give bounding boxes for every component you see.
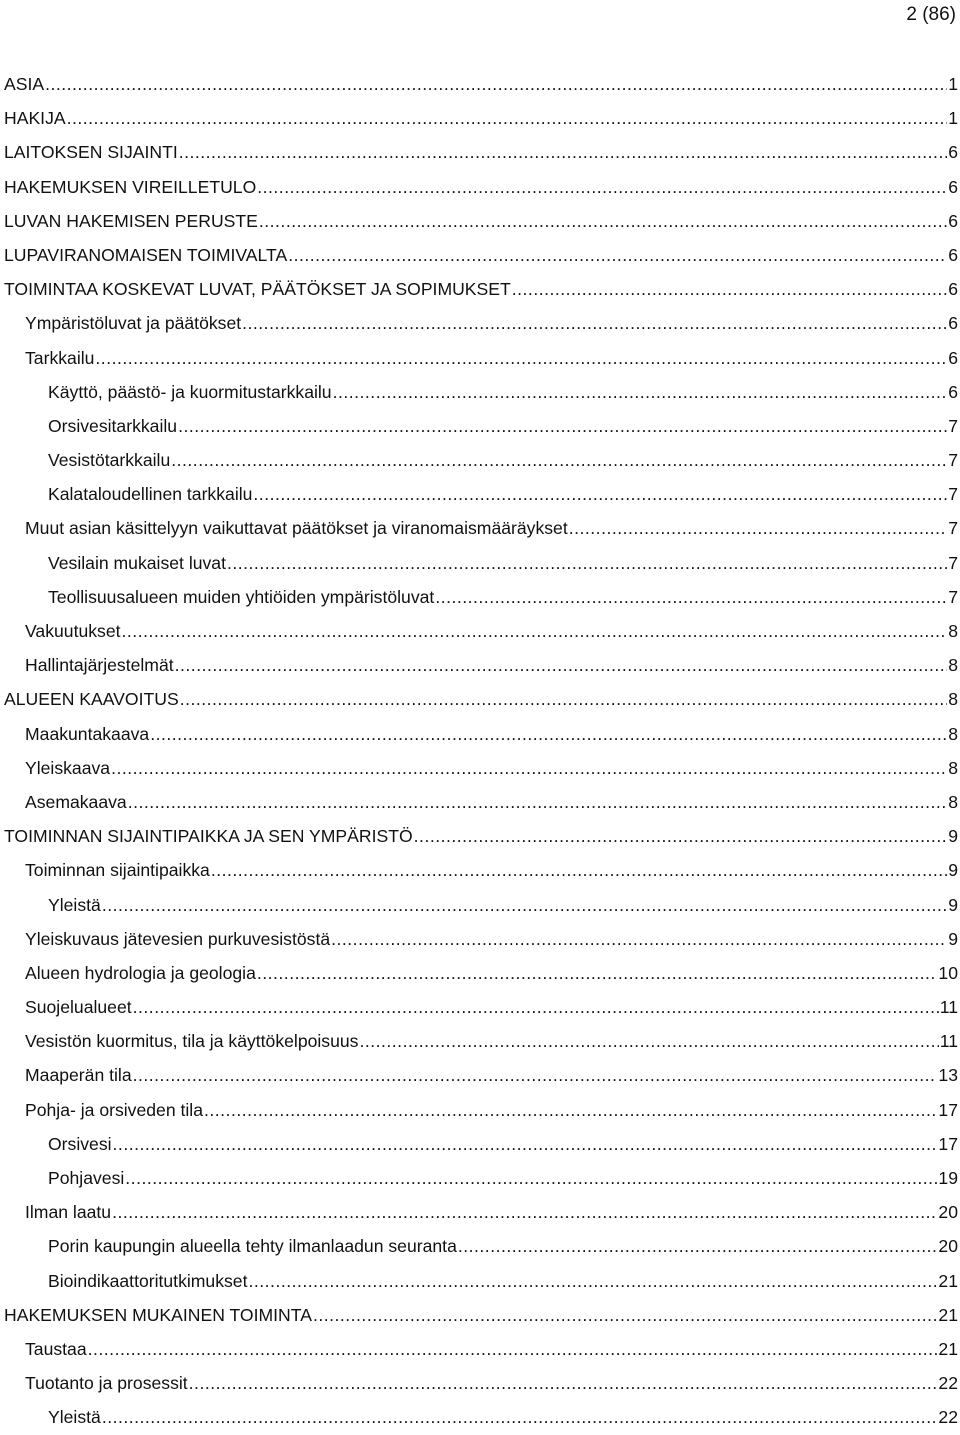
toc-entry-page: 7 [948, 450, 958, 471]
dot-leader [95, 341, 947, 375]
toc-entry-page: 17 [938, 1099, 958, 1120]
toc-entry-title: Pohja- ja orsiveden tila [25, 1099, 203, 1120]
dot-leader [67, 101, 948, 135]
dot-leader [189, 1366, 938, 1400]
toc-entry-page: 10 [938, 962, 958, 983]
toc-entry-title: Ympäristöluvat ja päätökset [25, 313, 242, 334]
dot-leader [211, 853, 947, 887]
toc-entry-title: Orsivesitarkkailu [48, 415, 178, 436]
toc-entry[interactable] [4, 888, 958, 922]
toc-entry[interactable] [4, 614, 958, 648]
toc-entry[interactable] [4, 1332, 958, 1366]
toc-entry[interactable] [4, 853, 958, 887]
dot-leader [435, 580, 947, 614]
dot-leader [288, 238, 947, 272]
toc-entry-page: 6 [948, 142, 958, 163]
dot-leader [242, 306, 947, 340]
dot-leader [113, 1127, 938, 1161]
toc-entry-page: 21 [938, 1304, 958, 1325]
toc-entry-title: ALUEEN KAAVOITUS [4, 689, 179, 710]
dot-leader [204, 1093, 937, 1127]
toc-entry-page: 9 [948, 860, 958, 881]
toc-entry[interactable] [4, 956, 958, 990]
dot-leader [569, 511, 947, 545]
dot-leader [253, 477, 947, 511]
toc-entry-page: 19 [938, 1168, 958, 1188]
toc-entry[interactable] [4, 443, 958, 477]
dot-leader [313, 1298, 937, 1332]
dot-leader [45, 67, 947, 101]
toc-entry-title: Muut asian käsittelyyn vaikuttavat päätökset ja viranomaismääräykset [25, 518, 568, 539]
toc-entry[interactable] [4, 409, 958, 443]
toc-entry[interactable] [4, 238, 958, 272]
toc-entry-page: 17 [938, 1133, 958, 1154]
toc-entry[interactable] [4, 580, 958, 614]
page-number: 2 (86) [906, 4, 956, 25]
toc-entry-title: Vakuutukset [25, 621, 121, 641]
toc-entry[interactable] [4, 1298, 958, 1332]
dot-leader [257, 170, 947, 204]
dot-leader [175, 648, 948, 682]
toc-entry-page: 6 [948, 381, 958, 402]
dot-leader [178, 409, 947, 443]
dot-leader [150, 717, 947, 751]
toc-entry-page: 1 [948, 108, 958, 129]
toc-entry-page: 7 [948, 518, 958, 539]
toc-entry[interactable] [4, 375, 958, 409]
toc-entry[interactable] [4, 1195, 958, 1229]
toc-entry[interactable] [4, 1264, 958, 1298]
toc-entry-page: 6 [948, 244, 958, 265]
toc-entry-page: 6 [948, 176, 958, 197]
toc-entry[interactable] [4, 1093, 958, 1127]
toc-entry[interactable] [4, 751, 958, 785]
toc-entry[interactable] [4, 477, 958, 511]
toc-entry-title: Bioindikaattoritutkimukset [48, 1270, 248, 1291]
toc-entry[interactable] [4, 990, 958, 1024]
dot-leader [414, 819, 948, 853]
toc-entry-page: 8 [948, 621, 958, 641]
toc-entry-title: LUVAN HAKEMISEN PERUSTE [4, 210, 258, 231]
toc-entry-title: Yleistä [48, 1407, 101, 1428]
toc-entry-page: 7 [948, 415, 958, 436]
dot-leader [180, 682, 948, 716]
toc-entry-page: 9 [948, 826, 958, 847]
toc-entry[interactable] [4, 511, 958, 545]
toc-entry-title: Alueen hydrologia ja geologia [25, 962, 256, 983]
dot-leader [133, 990, 939, 1024]
toc-entry[interactable] [4, 101, 958, 135]
toc-entry-page: 22 [938, 1373, 958, 1394]
dot-leader [102, 1400, 938, 1434]
dot-leader [512, 272, 947, 306]
toc-entry-page: 9 [948, 894, 958, 915]
toc-entry-title: Vesistötarkkailu [48, 450, 171, 471]
toc-entry[interactable] [4, 648, 958, 682]
toc-entry-page: 1 [948, 74, 958, 94]
toc-entry[interactable] [4, 785, 958, 819]
table-of-contents [4, 67, 958, 1435]
toc-entry[interactable] [4, 1161, 958, 1195]
toc-entry-title: TOIMINNAN SIJAINTIPAIKKA JA SEN YMPÄRISTÖ [4, 826, 413, 847]
toc-entry-page: 20 [938, 1236, 958, 1257]
toc-entry-page: 8 [948, 689, 958, 710]
toc-entry-page: 8 [948, 791, 958, 812]
toc-entry-page: 7 [948, 484, 958, 505]
toc-entry[interactable] [4, 717, 958, 751]
toc-entry-page: 6 [948, 210, 958, 231]
toc-entry-title: ASIA [4, 74, 45, 94]
toc-entry-title: Toiminnan sijaintipaikka [25, 860, 210, 881]
toc-entry[interactable] [4, 272, 958, 306]
toc-entry-page: 21 [938, 1270, 958, 1291]
toc-entry[interactable] [4, 341, 958, 375]
toc-entry-title: HAKIJA [4, 108, 66, 129]
dot-leader [257, 956, 938, 990]
toc-entry-page: 8 [948, 757, 958, 778]
toc-entry-page: 6 [948, 313, 958, 334]
toc-entry-title: HAKEMUKSEN VIREILLETULO [4, 176, 257, 197]
toc-entry[interactable] [4, 1229, 958, 1263]
dot-leader [125, 1161, 937, 1195]
toc-entry-page: 21 [938, 1338, 958, 1359]
toc-entry-title: Kalataloudellinen tarkkailu [48, 484, 253, 505]
toc-entry-page: 9 [948, 928, 958, 949]
toc-entry-title: Ilman laatu [25, 1202, 112, 1223]
toc-entry-page: 22 [938, 1407, 958, 1428]
toc-entry-page: 7 [948, 552, 958, 573]
dot-leader [88, 1332, 938, 1366]
toc-entry[interactable] [4, 922, 958, 956]
dot-leader [179, 135, 947, 169]
toc-entry[interactable] [4, 682, 958, 716]
toc-entry[interactable] [4, 1127, 958, 1161]
toc-entry-title: TOIMINTAA KOSKEVAT LUVAT, PÄÄTÖKSET JA SOPIMUKSET [4, 279, 511, 300]
toc-entry-page: 7 [948, 586, 958, 607]
dot-leader [458, 1229, 938, 1263]
toc-entry[interactable] [4, 1400, 958, 1434]
toc-entry-title: Porin kaupungin alueella tehty ilmanlaadun seuranta [48, 1236, 457, 1257]
toc-entry-title: Suojelualueet [25, 997, 132, 1018]
toc-entry[interactable] [4, 170, 958, 204]
toc-entry-page: 6 [948, 279, 958, 300]
toc-entry-title: LUPAVIRANOMAISEN TOIMIVALTA [4, 244, 288, 265]
toc-entry[interactable] [4, 1024, 958, 1058]
dot-leader [102, 888, 947, 922]
dot-leader [259, 204, 947, 238]
dot-leader [227, 546, 947, 580]
toc-entry[interactable] [4, 546, 958, 580]
toc-entry-title: Maakuntakaava [25, 723, 150, 744]
toc-entry[interactable] [4, 1366, 958, 1400]
dot-leader [112, 1195, 937, 1229]
toc-entry-title: Asemakaava [25, 791, 127, 812]
toc-entry-title: Tuotanto ja prosessit [25, 1373, 188, 1394]
toc-entry-page: 11 [939, 1031, 958, 1052]
dot-leader [171, 443, 947, 477]
toc-entry-title: Yleistä [48, 894, 101, 915]
dot-leader [333, 375, 948, 409]
toc-entry-title: Yleiskaava [25, 757, 111, 778]
toc-entry-page: 20 [938, 1202, 958, 1223]
dot-leader [249, 1264, 938, 1298]
dot-leader [128, 785, 947, 819]
toc-entry-page: 8 [948, 655, 958, 676]
toc-entry-title: Vesilain mukaiset luvat [48, 552, 226, 573]
toc-entry-page: 11 [939, 997, 958, 1018]
dot-leader [122, 614, 948, 648]
toc-entry-page: 6 [948, 347, 958, 368]
toc-entry[interactable] [4, 67, 958, 101]
toc-entry-title: Orsivesi [48, 1133, 112, 1154]
toc-entry-title: Hallintajärjestelmät [25, 655, 174, 676]
toc-entry-title: Käyttö, päästö- ja kuormitustarkkailu [48, 381, 332, 402]
toc-entry-title: Taustaa [25, 1338, 87, 1359]
dot-leader [331, 922, 947, 956]
toc-entry-title: Vesistön kuormitus, tila ja käyttökelpoisuus [25, 1031, 359, 1052]
toc-entry[interactable] [4, 306, 958, 340]
dot-leader [111, 751, 947, 785]
dot-leader [359, 1024, 938, 1058]
toc-entry[interactable] [4, 819, 958, 853]
toc-entry-title: LAITOKSEN SIJAINTI [4, 142, 178, 163]
toc-entry-page: 8 [948, 723, 958, 744]
toc-entry-title: Teollisuusalueen muiden yhtiöiden ympäristöluvat [48, 586, 435, 607]
toc-entry-title: Maaperän tila [25, 1065, 132, 1086]
toc-entry-title: HAKEMUKSEN MUKAINEN TOIMINTA [4, 1304, 312, 1325]
toc-entry-page: 13 [938, 1065, 958, 1086]
dot-leader [133, 1058, 938, 1092]
toc-entry[interactable] [4, 1058, 958, 1092]
toc-entry-title: Pohjavesi [48, 1168, 125, 1188]
toc-entry-title: Tarkkailu [25, 347, 95, 368]
toc-entry[interactable] [4, 204, 958, 238]
toc-entry-title: Yleiskuvaus jätevesien purkuvesistöstä [25, 928, 331, 949]
toc-entry[interactable] [4, 135, 958, 169]
